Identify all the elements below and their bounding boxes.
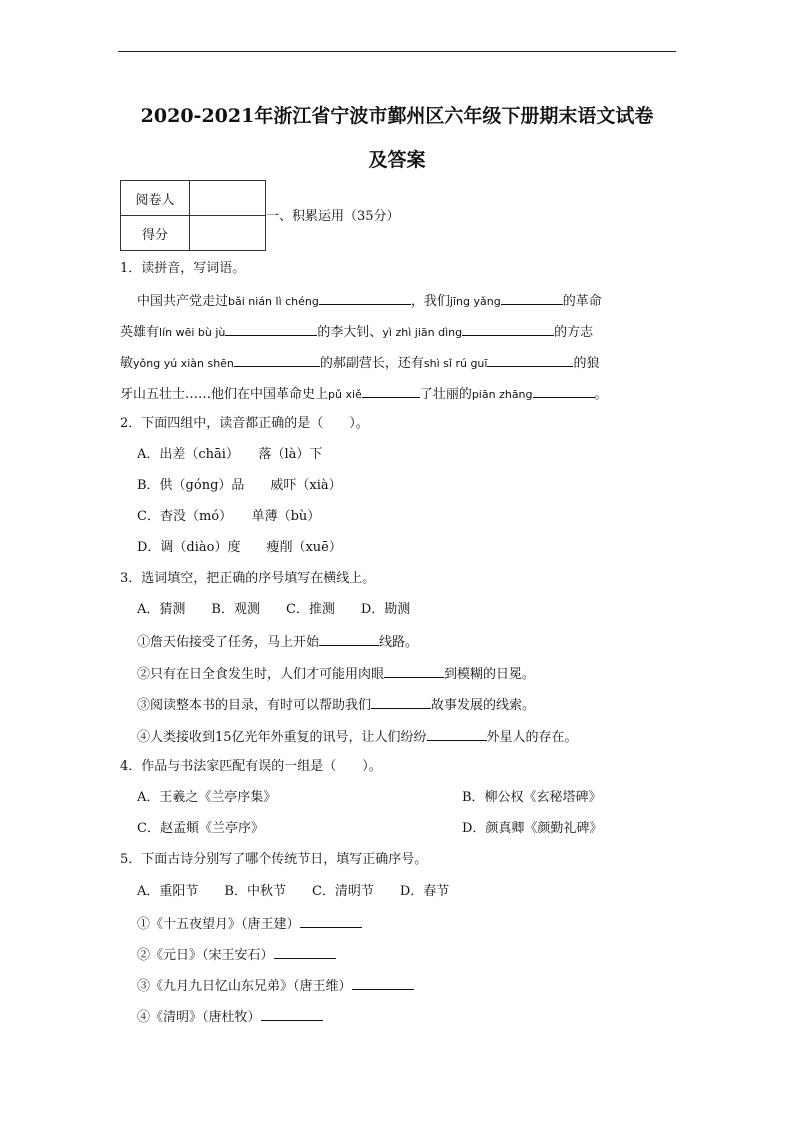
q3-sentence-3 (137, 695, 535, 715)
answer-blank[interactable] (352, 976, 414, 990)
text: 敏 (120, 356, 134, 371)
pinyin: yǒng yú xiàn shēn (133, 357, 234, 370)
text: ①詹天佑接受了任务，马上开始 (137, 635, 320, 650)
text: 的方志 (554, 325, 594, 340)
text: ②《元日》（宋王安石） (137, 948, 274, 963)
q1-line-1 (137, 291, 602, 311)
q2-stem: 2．下面四组中，读音都正确的是（ ）。 (120, 416, 369, 431)
answer-blank[interactable] (319, 291, 411, 305)
answer-blank[interactable] (261, 1007, 323, 1021)
answer-blank[interactable] (533, 384, 595, 398)
answer-blank[interactable] (362, 384, 420, 398)
page-title-continued: 及答案 (368, 149, 426, 171)
text: 的狼 (573, 356, 600, 371)
text: 的革命 (562, 294, 602, 309)
q4-stem: 4．作品与书法家匹配有误的一组是（ ）。 (120, 759, 382, 774)
text: ①《十五夜望月》（唐王建） (137, 917, 300, 932)
text: ②只有在日全食发生时，人们才可能用肉眼 (137, 667, 385, 682)
answer-blank[interactable] (234, 353, 320, 367)
q4-option-c[interactable]: C．赵孟頫《兰亭序》 (137, 821, 264, 836)
q5-poem-3 (137, 976, 414, 996)
text: 的郝副营长，还有 (319, 356, 424, 371)
page-title: 2020-2021年浙江省宁波市鄞州区六年级下册期末语文试卷 (140, 105, 654, 127)
header-rule (118, 51, 676, 52)
text: ③《九月九日忆山东兄弟》（唐王维） (137, 979, 352, 994)
answer-blank[interactable] (319, 632, 379, 646)
pinyin: jīng yǎng (449, 295, 501, 308)
text: 了壮丽的 (419, 387, 472, 402)
pinyin: piān zhāng (471, 388, 533, 401)
answer-blank[interactable] (427, 727, 487, 741)
text: ④人类接收到15亿光年外重复的讯号，让人们纷纷 (137, 730, 427, 745)
text: 到模糊的日冕。 (444, 667, 536, 682)
pinyin: yì zhì jiān dìng (382, 326, 463, 339)
q5-choices: A．重阳节 B．中秋节 C．清明节 D．春节 (137, 884, 450, 899)
text: 外星人的存在。 (486, 730, 578, 745)
q2-option-a[interactable]: A．出差（chāi） 落（là）下 (137, 447, 323, 462)
pinyin: bǎi nián lì chéng (228, 295, 319, 308)
pinyin: shì sǐ rú guī (423, 357, 488, 370)
q2-option-c[interactable]: C．杳没（mó） 单薄（bù） (137, 509, 321, 524)
q5-poem-4 (137, 1007, 323, 1027)
q3-sentence-1 (137, 632, 418, 652)
answer-blank[interactable] (300, 914, 362, 928)
q5-poem-2 (137, 945, 336, 965)
answer-blank[interactable] (371, 695, 431, 709)
q3-sentence-2 (137, 664, 535, 684)
text: 故事发展的线索。 (431, 698, 536, 713)
answer-blank[interactable] (501, 291, 563, 305)
answer-blank[interactable] (462, 322, 554, 336)
score-label: 得分 (121, 216, 190, 251)
q1-line-3 (120, 353, 599, 373)
text: 。 (594, 387, 608, 402)
text: ③阅读整本书的目录，有时可以帮助我们 (137, 698, 372, 713)
answer-blank[interactable] (384, 664, 444, 678)
q3-sentence-4 (137, 727, 578, 747)
q4-option-d[interactable]: D．颜真卿《颜勤礼碑》 (462, 821, 603, 836)
q3-stem: 3．选词填空，把正确的序号填写在横线上。 (120, 571, 376, 586)
text: 牙山五壮士……他们在中国革命史上 (120, 387, 329, 402)
q1-stem: 1．读拼音，写词语。 (120, 261, 246, 276)
text: ，我们 (410, 294, 450, 309)
text: 线路。 (379, 635, 419, 650)
q3-choices: A．猜测 B．观测 C．推测 D．勘测 (137, 602, 411, 617)
q5-stem: 5．下面古诗分别写了哪个传统节日，填写正确序号。 (120, 852, 428, 867)
text: 中国共产党走过 (137, 294, 229, 309)
q1-line-2 (120, 322, 593, 342)
answer-blank[interactable] (225, 322, 317, 336)
pinyin: lín wēi bù jù (159, 326, 226, 339)
section-heading: 一、积累运用（35分） (266, 209, 400, 224)
reviewer-label: 阅卷人 (121, 181, 190, 216)
q5-poem-1 (137, 914, 362, 934)
text: ④《清明》（唐杜牧） (137, 1010, 261, 1025)
q2-option-d[interactable]: D．调（diào）度 瘦削（xuē） (137, 540, 342, 555)
text: 的李大钊、 (317, 325, 383, 340)
q2-option-b[interactable]: B．供（góng）品 威吓（xià） (137, 478, 342, 493)
q4-option-a[interactable]: A．王羲之《兰亭序集》 (137, 790, 277, 805)
score-table (120, 180, 266, 251)
answer-blank[interactable] (487, 353, 573, 367)
text: 英雄有 (120, 325, 160, 340)
pinyin: pǔ xiě (328, 388, 362, 401)
reviewer-cell[interactable] (190, 181, 266, 216)
score-cell[interactable] (190, 216, 266, 251)
q1-line-4 (120, 384, 608, 404)
q4-option-b[interactable]: B．柳公权《玄秘塔碑》 (462, 790, 602, 805)
answer-blank[interactable] (274, 945, 336, 959)
